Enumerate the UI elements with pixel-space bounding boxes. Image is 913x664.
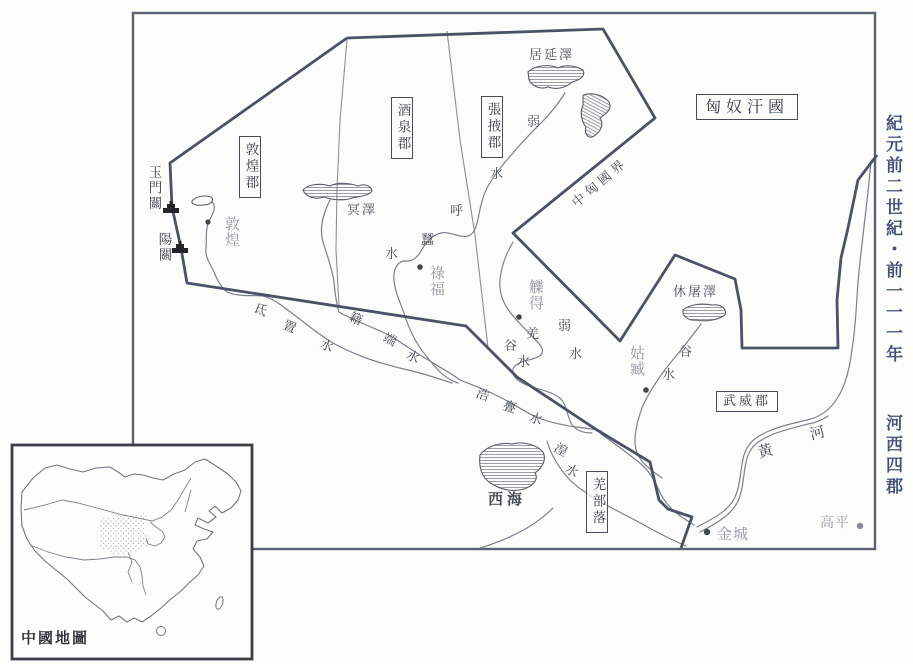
lake-mingze <box>303 183 372 199</box>
lake-juyanze-west <box>528 66 584 89</box>
river-label-hucanshui-1: 呼 <box>449 204 463 219</box>
region-box-qiang-tribes: 羌部落 <box>586 471 608 533</box>
yang-pass-fortress-icon <box>172 241 188 253</box>
label-xihai-lake: 西海 <box>488 490 527 508</box>
river-label-qianggushui-2: 谷 <box>503 339 517 354</box>
guzang-dot <box>643 387 649 393</box>
river-label-dizhishui-1: 氐 <box>251 301 270 320</box>
label-xiutuze-lake: 休屠澤 <box>673 285 719 300</box>
dunhuang-dot <box>205 219 210 224</box>
label-yumen-pass: 玉門關 <box>145 165 162 212</box>
river-label-haomenshui-3: 水 <box>526 410 544 429</box>
city-dots <box>205 219 863 535</box>
river-label-jiduanshui-2: 端 <box>380 330 399 350</box>
river-label-huangshui-1: 湟 <box>551 440 570 461</box>
jincheng-dot <box>704 529 710 535</box>
map-title-era: 紀元前二世紀・前一一一年 <box>882 114 902 366</box>
river-label-ruoshui-upper-2: 水 <box>489 167 503 182</box>
label-mingze-lake: 冥澤 <box>347 203 378 218</box>
xiongnu-border <box>347 29 877 348</box>
rivers <box>206 93 871 548</box>
river-label-qianggushui-1: 羌 <box>525 327 539 342</box>
label-dunhuang-city: 敦煌 <box>223 216 241 248</box>
river-huangshui-branch <box>480 508 553 548</box>
gaoping-dot <box>857 523 863 529</box>
river-label-jiduanshui-3: 水 <box>403 347 422 367</box>
river-label-jiduanshui-1: 籍 <box>346 309 365 329</box>
label-guzang-city: 姑臧 <box>628 345 646 377</box>
river-label-ruoshui-lower-1: 弱 <box>557 319 571 334</box>
label-lude-city: 觻得 <box>527 279 545 311</box>
river-label-gushui-1: 谷 <box>678 345 692 360</box>
river-label-ruoshui-upper-1: 弱 <box>526 115 540 130</box>
river-huangshui <box>547 441 686 546</box>
river-label-haomenshui-2: 亹 <box>500 398 518 417</box>
lake-juyanze-east <box>581 94 610 137</box>
label-gaoping-city: 高平 <box>820 515 850 531</box>
river-label-haomenshui-1: 浩 <box>473 386 491 405</box>
river-huanghe <box>697 162 871 527</box>
river-label-huangshui-2: 水 <box>562 461 581 482</box>
river-label-dizhishui-2: 置 <box>280 318 299 337</box>
map-title <box>883 114 900 498</box>
river-label-dizhishui-3: 水 <box>317 337 336 356</box>
river-label-huanghe-2: 河 <box>807 422 827 444</box>
sino-xiongnu-border-label: 中匈國界 <box>569 155 632 211</box>
inset-map-caption: 中國地圖 <box>21 629 90 647</box>
river-label-hucanshui-3: 水 <box>384 247 398 262</box>
region-box-xiongnu-khanate: 匈奴汗國 <box>696 94 798 120</box>
lufu-dot <box>417 264 423 270</box>
lake-dunhuang-small <box>192 196 213 205</box>
region-box-jiuquan-commandery: 酒泉郡 <box>391 97 413 159</box>
river-label-qianggushui-3: 水 <box>516 355 530 370</box>
lude-dot <box>516 314 522 320</box>
label-yang-pass: 陽關 <box>155 232 172 263</box>
label-juyanze-lake: 居延澤 <box>529 48 575 63</box>
region-box-zhangye-commandery: 張掖郡 <box>481 96 503 158</box>
river-label-hucanshui-2: 蠶 <box>420 233 434 248</box>
label-jincheng-city: 金城 <box>717 525 750 543</box>
lake-xiutuze <box>683 304 726 321</box>
region-box-wuwei-commandery: 武威郡 <box>716 391 778 412</box>
yumen-pass-fortress-icon <box>163 201 179 213</box>
label-lufu-city: 祿福 <box>428 265 446 297</box>
river-label-ruoshui-lower-2: 水 <box>568 347 582 362</box>
region-box-dunhuang-commandery: 敦煌郡 <box>239 136 261 198</box>
river-label-gushui-2: 水 <box>661 368 675 383</box>
map-title-subject: 河西四郡 <box>882 414 902 498</box>
river-to-jincheng <box>601 434 694 525</box>
hainan-island <box>157 627 166 636</box>
lake-xihai <box>480 443 545 490</box>
river-label-huanghe-1: 黃 <box>755 440 775 462</box>
